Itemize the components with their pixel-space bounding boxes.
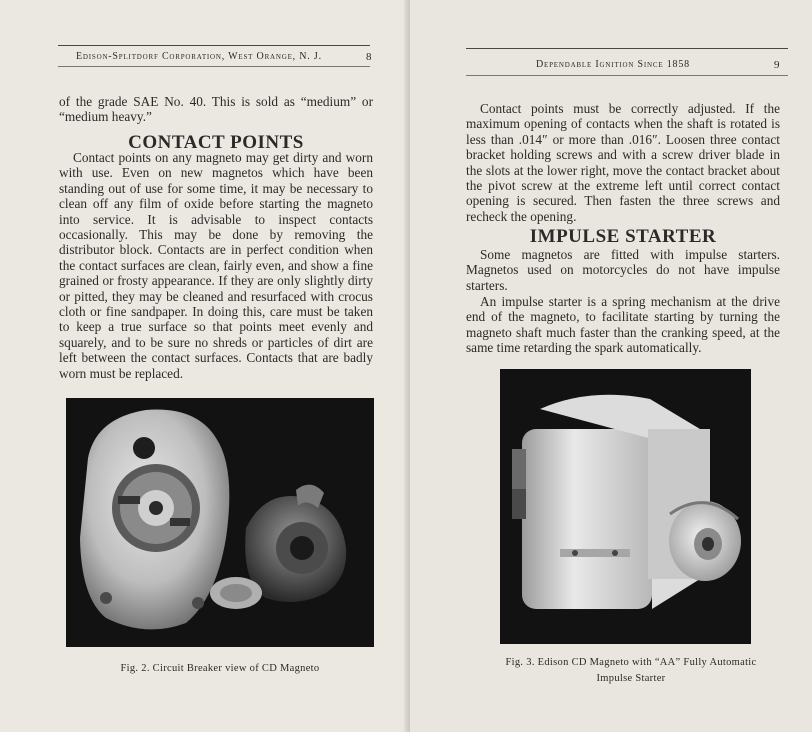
- header-rule: [58, 45, 370, 46]
- page-number: 8: [366, 51, 372, 63]
- figure-3-caption: Fig. 3. Edison CD Magneto with “AA” Fully Automatic Impulse Starter: [505, 657, 757, 684]
- header-rule-lower: [466, 75, 788, 76]
- impulse-paragraph-2: An impulse starter is a spring mechanism at the drive end of the magneto, to facilitate starting by turning the magneto shaft much faster than the cranking speed, at the same time retarding the spark automatically.: [466, 294, 780, 356]
- impulse-paragraph-1: Some magnetos are fitted with impulse starters. Magnetos used on motorcycles do not have impulse starters.: [466, 247, 780, 293]
- section-heading: IMPULSE STARTER: [529, 226, 717, 247]
- magneto-circuit-breaker-image: [66, 398, 374, 647]
- running-head: Edison-Splitdorf Corporation, West Orange, N. J.: [76, 51, 322, 62]
- figure-2-photo: [66, 398, 374, 647]
- running-head: Dependable Ignition Since 1858: [536, 59, 690, 70]
- intro-text: of the grade SAE No. 40. This is sold as “medium” or “medium heavy.”: [59, 94, 373, 125]
- header-rule: [466, 48, 788, 49]
- figure-3-photo: [500, 369, 751, 644]
- page-number: 9: [774, 59, 780, 71]
- section-heading: CONTACT POINTS: [128, 132, 304, 153]
- right-page: [410, 0, 812, 732]
- contact-points-paragraph: Contact points on any magneto may get dirty and worn with use. Even on new magnetos which have been standing out of use for some time, it may be necessary to clean off any film of oxide before starting the magneto into service. It is advisable to inspect contacts occasionally. This may be done by removing the distributor block. Contacts are in perfect condition when the contact surfaces are clean, fairly even, and show a fine grained or frosty appearance. If they are only slightly dirty or pitted, they may be cleaned and resurfaced with crocus cloth or fine sandpaper. In doing this, care must be taken to keep a true surface so that points meet evenly and squarely, and to be sure no shreds or particles of dirt are left between the contact surfaces. Contacts that are badly worn must be replaced.: [59, 150, 373, 381]
- adjustment-paragraph: Contact points must be correctly adjusted. If the maximum opening of contacts when the shaft is rotated is less than .014″ or more than .016″. Loosen three contact bracket holding screws and with a screw driver blade in the slots at the lower right, move the contact bracket about the pivot screw at the extreme left until correct contact opening is secured. Then fasten the three screws and recheck the opening.: [466, 101, 780, 224]
- header-rule-lower: [58, 66, 370, 67]
- figure-2-caption: Fig. 2. Circuit Breaker view of CD Magneto: [120, 663, 320, 674]
- impulse-starter-magneto-image: [500, 369, 751, 644]
